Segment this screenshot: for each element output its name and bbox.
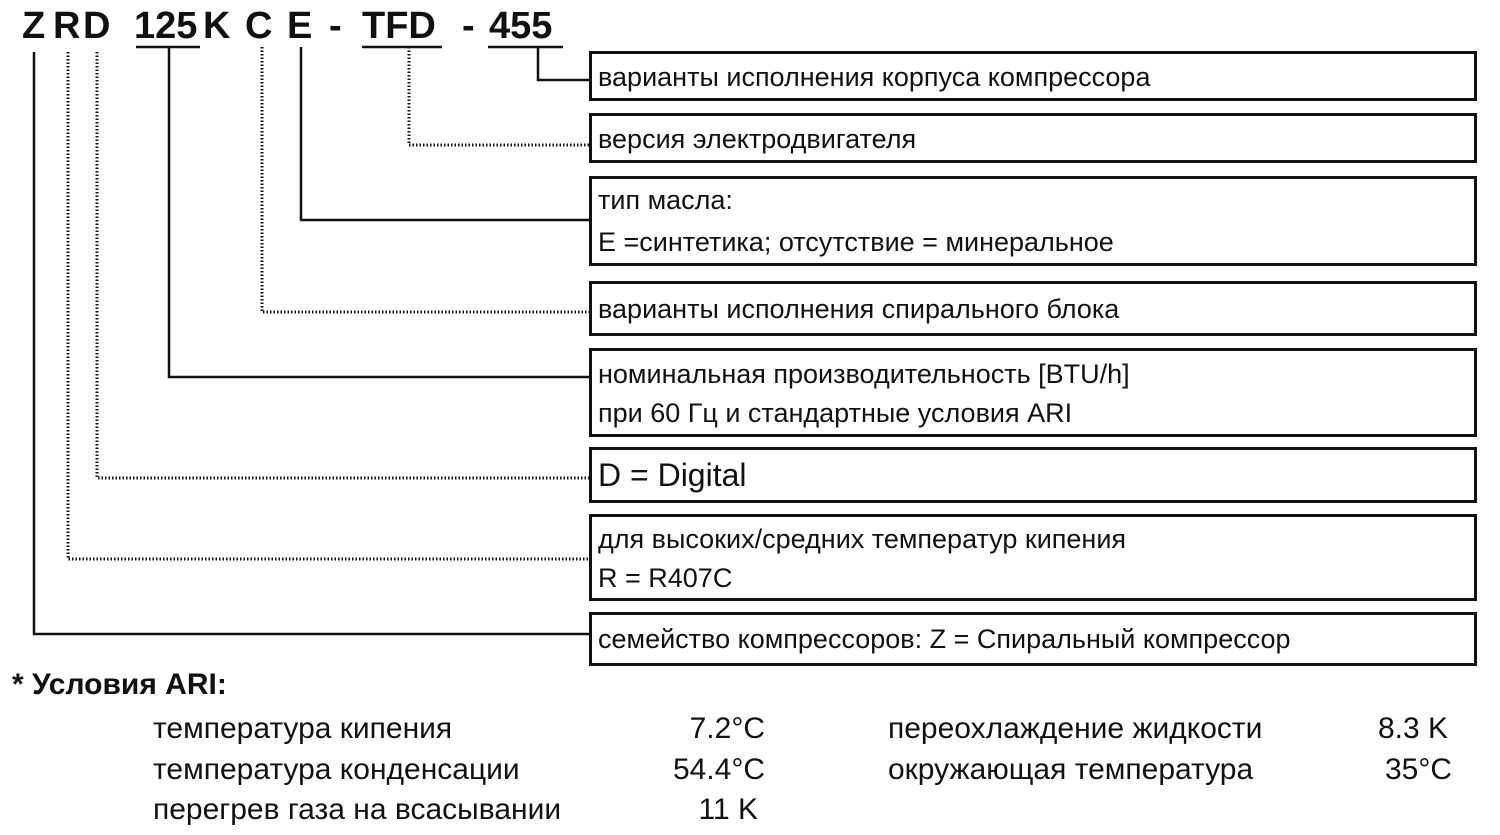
code-letter-c: C — [245, 5, 273, 47]
code-letter-d: D — [83, 5, 111, 47]
code-capacity: 125 — [134, 5, 198, 47]
box-text: варианты исполнения спирального блока — [598, 294, 1120, 324]
code-letter-z: Z — [22, 5, 46, 47]
connector-tfd — [409, 47, 589, 145]
box-digital — [589, 447, 1477, 503]
code-letter-e: E — [287, 5, 313, 47]
box-text: R = R407C — [598, 563, 733, 593]
box-text: номинальная производительность [BTU/h] — [598, 359, 1130, 389]
ari-label: температура кипения — [153, 712, 453, 745]
box-evaporating-temp — [589, 514, 1477, 601]
connector-e — [301, 47, 589, 220]
ari-value: 11 K — [698, 793, 758, 826]
box-text: D = Digital — [598, 457, 747, 493]
code-motor-version: TFD — [362, 5, 436, 47]
ari-label: перегрев газа на всасывании — [153, 793, 562, 826]
box-nominal-capacity — [589, 348, 1477, 437]
ari-title: * Условия ARI: — [12, 668, 227, 701]
connector-z — [34, 52, 589, 634]
box-motor-version — [589, 113, 1477, 163]
connector-c — [262, 47, 589, 312]
ari-label: окружающая температура — [888, 753, 1254, 786]
ari-value: 7.2°C — [689, 712, 765, 745]
ari-value: 54.4°C — [672, 753, 765, 786]
connector-455 — [538, 47, 589, 80]
code-housing-variant: 455 — [489, 5, 553, 47]
code-dash-1: - — [329, 5, 342, 47]
connector-125 — [169, 47, 589, 377]
ari-value: 8.3 K — [1377, 712, 1448, 745]
ari-value: 35°C — [1384, 753, 1452, 786]
connector-r — [68, 52, 589, 559]
box-text: для высоких/средних температур кипения — [598, 524, 1127, 554]
box-text: семейство компрессоров: Z = Спиральный компрессор — [598, 624, 1291, 654]
ari-label: температура конденсации — [153, 753, 520, 786]
ari-label: переохлаждение жидкости — [888, 712, 1263, 745]
box-text: E =синтетика; отсутствие = минеральное — [598, 227, 1114, 257]
box-text: варианты исполнения корпуса компрессора — [598, 62, 1151, 92]
box-scroll-variants — [589, 281, 1477, 336]
code-dash-2: - — [462, 5, 475, 47]
box-text: тип масла: — [598, 185, 733, 215]
box-oil-type — [589, 176, 1477, 266]
code-letter-k: K — [203, 5, 231, 47]
box-text: при 60 Гц и стандартные условия ARI — [598, 398, 1073, 428]
connector-d — [97, 52, 589, 478]
box-text: версия электродвигателя — [598, 124, 917, 154]
code-letter-r: R — [53, 5, 81, 47]
box-housing-variants — [589, 51, 1477, 101]
box-compressor-family — [589, 612, 1477, 666]
